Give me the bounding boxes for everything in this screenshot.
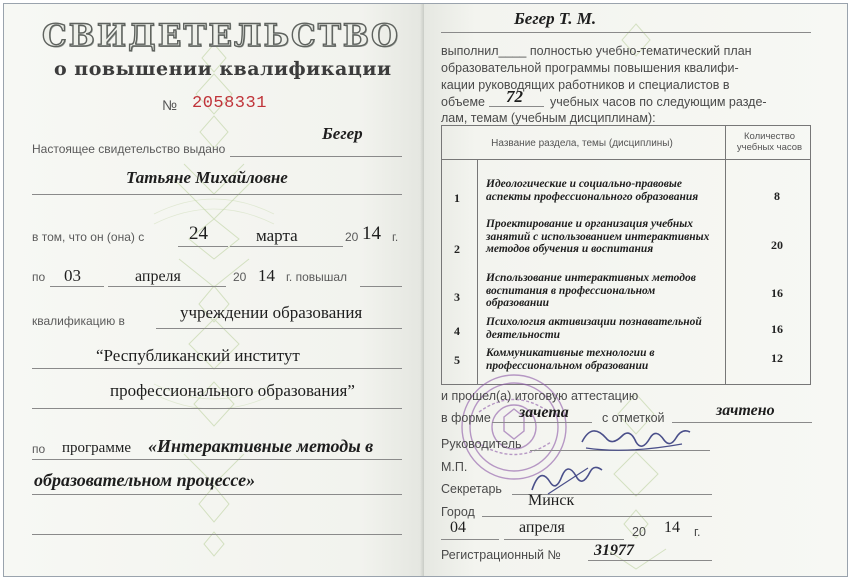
mark-value: зачтено (716, 402, 775, 419)
to-label: по (32, 270, 46, 284)
row-number: 1 (454, 191, 460, 205)
registration-number: 31977 (594, 542, 634, 559)
student-name: Бегер Т. М. (514, 9, 597, 28)
to-month: апреля (135, 268, 181, 285)
plan-line1: выполнил____ полностью учебно-тематический план (441, 44, 752, 58)
from-label: в том, что он (она) с (32, 230, 145, 244)
row-title: Коммуникативные технологии в профессиональном образовании (486, 347, 655, 372)
date-month: апреля (519, 519, 565, 536)
issued-to-label: Настоящее свидетельство выдано (32, 142, 226, 156)
certificate-subtitle: о повышении квалификации (54, 58, 392, 80)
program-label: программе (62, 440, 131, 456)
row-hours: 12 (771, 351, 783, 365)
from-year-suffix: г. (392, 230, 399, 244)
from-year: 14 (362, 223, 381, 244)
to-suffix: г. повышал (286, 270, 348, 284)
left-page (4, 4, 424, 577)
registration-label: Регистрационный № (441, 548, 561, 562)
recipient-given-names: Татьяне Михайловне (126, 168, 288, 187)
recipient-surname: Бегер (322, 124, 363, 143)
from-month: марта (256, 226, 298, 245)
program-line1: «Интерактивные методы в (148, 436, 374, 456)
mark-label: с отметкой (602, 411, 665, 425)
institution-line1: учреждении образования (180, 303, 363, 322)
head-signature (576, 420, 696, 460)
qualification-label: квалификацию в (32, 314, 125, 328)
row-hours: 20 (771, 238, 783, 252)
city-label: Город (441, 505, 475, 519)
to-day: 03 (64, 266, 81, 285)
number-label: № (162, 97, 178, 113)
plan-line2: образовательной программы повышения квалифи- (441, 61, 739, 75)
plan-line5: лам, темам (учебным дисциплинам): (441, 111, 656, 125)
row-hours: 16 (771, 322, 783, 336)
row-title: Использование интерактивных методов воспитания в профессиональном образовании (486, 272, 696, 309)
from-day: 24 (189, 223, 208, 244)
row-hours: 8 (774, 189, 780, 203)
program-line2: образовательном процессе» (34, 470, 256, 490)
table-header-hours: Количество учебных часов (736, 131, 803, 153)
disciplines-table (441, 125, 811, 385)
attestation-text: и прошел(а) итоговую аттестацию (441, 389, 639, 403)
row-title: Идеологические и социально-правовые аспекты профессионального образования (486, 178, 699, 203)
program-po-label: по (32, 442, 46, 456)
secretary-label: Секретарь (441, 482, 502, 496)
from-year-prefix: 20 (345, 230, 359, 244)
row-number: 5 (454, 353, 460, 367)
total-hours: 72 (506, 87, 523, 106)
row-number: 2 (454, 242, 460, 256)
date-year-prefix: 20 (632, 525, 646, 539)
certificate-number: 2058331 (192, 94, 267, 113)
plan-line3: кации руководящих работников и специалистов в (441, 78, 730, 92)
mp-label: М.П. (441, 460, 468, 474)
to-year-prefix: 20 (233, 270, 247, 284)
date-year: 14 (664, 519, 680, 536)
city-value: Минск (528, 492, 575, 509)
to-year: 14 (258, 266, 275, 285)
row-title: Психология активизации познавательной деятельности (486, 316, 702, 341)
row-title: Проектирование и организация учебных занятий с использованием интерактивных методов обучения и воспитания (486, 218, 710, 255)
row-number: 3 (454, 290, 460, 304)
form-label: в форме (441, 411, 491, 425)
institution-line3: профессионального образования” (110, 381, 355, 400)
date-suffix: г. (694, 525, 701, 539)
certificate-title: СВИДЕТЕЛЬСТВО (42, 18, 400, 54)
table-header-title: Название раздела, темы (дисциплины) (491, 138, 673, 149)
certificate-spread (3, 3, 848, 577)
row-hours: 16 (771, 286, 783, 300)
row-number: 4 (454, 324, 460, 338)
head-label: Руководитель (441, 437, 522, 451)
institution-line2: “Республиканский институт (96, 346, 300, 365)
date-day: 04 (450, 519, 466, 536)
form-value: зачета (519, 404, 569, 421)
plan-line4-b: учебных часов по следующим разде- (550, 95, 767, 109)
guilloche-background-left (4, 4, 424, 577)
plan-line4-a: объеме (441, 95, 486, 109)
